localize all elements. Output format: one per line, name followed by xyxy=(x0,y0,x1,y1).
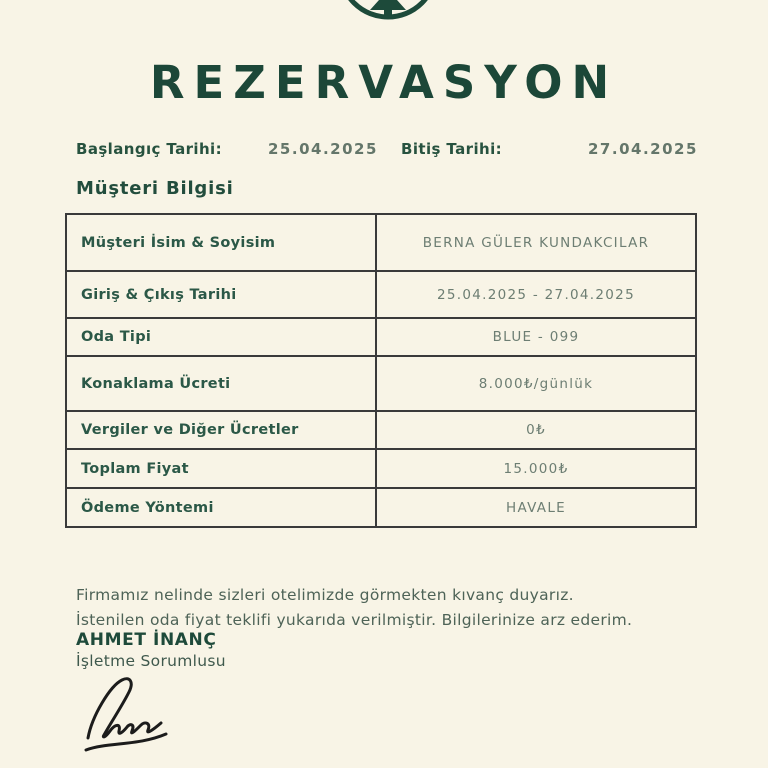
row-label-room-type: Oda Tipi xyxy=(67,319,377,355)
customer-info-table xyxy=(65,213,697,528)
row-label-checkin-checkout: Giriş & Çıkış Tarihi xyxy=(67,272,377,317)
table-row xyxy=(67,272,695,319)
end-date-value: 27.04.2025 xyxy=(588,140,698,158)
row-value-payment-method: HAVALE xyxy=(506,499,566,516)
hotel-logo xyxy=(0,0,768,58)
page-title: REZERVASYON xyxy=(149,56,619,109)
row-label-accommodation-fee: Konaklama Ücreti xyxy=(67,357,377,410)
table-row xyxy=(67,412,695,450)
row-label-payment-method: Ödeme Yöntemi xyxy=(67,489,377,526)
table-row xyxy=(67,357,695,412)
row-value-checkin-checkout: 25.04.2025 - 27.04.2025 xyxy=(437,286,635,303)
signer-name: AHMET İNANÇ xyxy=(76,630,217,650)
closing-line-2: İstenilen oda fiyat teklifi yukarıda verilmiştir. Bilgilerinize arz ederim. xyxy=(76,610,633,629)
table-row xyxy=(67,489,695,526)
row-label-taxes-fees: Vergiler ve Diğer Ücretler xyxy=(67,412,377,448)
end-date-label: Bitiş Tarihi: xyxy=(401,140,503,158)
row-value-taxes-fees: 0₺ xyxy=(526,422,546,438)
table-row xyxy=(67,450,695,489)
row-value-room-type: BLUE - 099 xyxy=(492,329,580,345)
table-row xyxy=(67,319,695,357)
row-value-accommodation-fee: 8.000₺/günlük xyxy=(478,375,594,392)
closing-text xyxy=(76,583,696,633)
row-label-customer-name: Müşteri İsim & Soyisim xyxy=(67,215,377,270)
signature-stroke xyxy=(88,679,161,738)
signer-title: İşletme Sorumlusu xyxy=(76,652,226,670)
row-label-total-price: Toplam Fiyat xyxy=(67,450,377,487)
row-value-total-price: 15.000₺ xyxy=(503,460,569,477)
row-value-customer-name: BERNA GÜLER KUNDAKCILAR xyxy=(422,234,650,251)
start-date-label: Başlangıç Tarihi: xyxy=(76,140,222,158)
closing-line-1: Firmamız nelinde sizleri otelimizde görmekten kıvanç duyarız. xyxy=(76,586,574,604)
start-date-value: 25.04.2025 xyxy=(268,140,378,158)
signature-underline xyxy=(86,734,166,750)
signature xyxy=(66,672,206,762)
table-row xyxy=(67,215,695,272)
customer-info-heading: Müşteri Bilgisi xyxy=(76,178,234,199)
dates-row xyxy=(0,140,768,162)
